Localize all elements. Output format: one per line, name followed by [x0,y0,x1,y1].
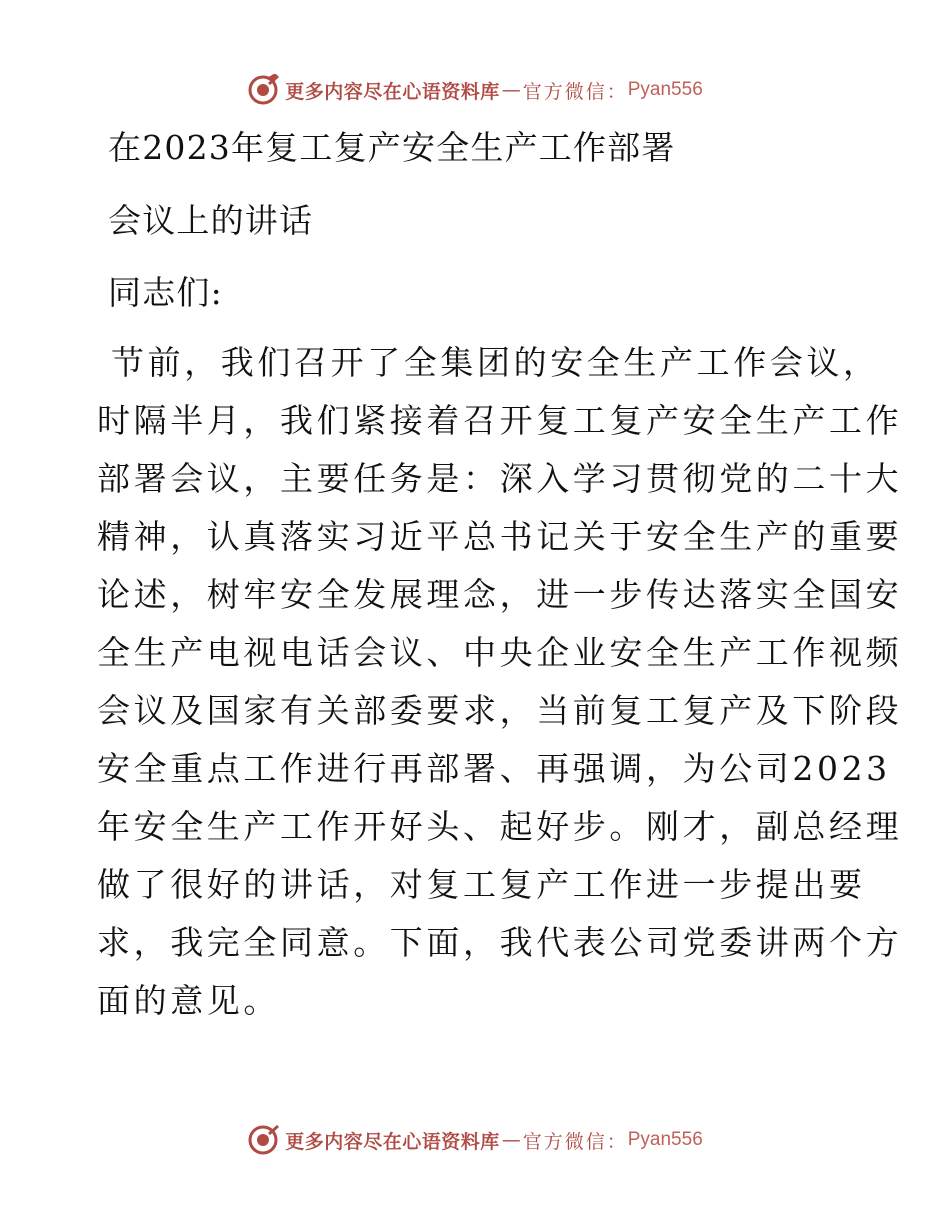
paragraph-line: 做了很好的讲话，对复工复产工作进一步提出要 [97,865,866,904]
watermark-label: 官方微信： [522,80,628,103]
pen-logo-icon [247,1124,279,1156]
watermark-wechat-id: Pyan556 [627,1129,703,1150]
document-paragraph [97,343,903,1039]
paragraph-line: 论述，树牢安全发展理念，进一步传达落实全国安 [97,575,903,614]
document-title-line-1: 在2023年复工复产安全生产工作部署 [108,128,676,167]
watermark-brand-text: 更多内容尽在心语资料库 [285,1130,500,1153]
paragraph-line: 年安全生产工作开好头、起好步。刚才，副总经理 [97,807,903,846]
paragraph-line: 会议及国家有关部委要求，当前复工复产及下阶段 [97,691,903,730]
paragraph-line: 求，我完全同意。下面，我代表公司党委讲两个方 [97,923,903,962]
pen-logo-icon [247,74,279,106]
paragraph-line: 节前，我们召开了全集团的安全生产工作会议， [111,343,880,382]
watermark-dash: — [501,1129,521,1151]
watermark-wechat-id: Pyan556 [627,79,703,100]
watermark-dash: — [501,79,521,101]
watermark-footer [0,1120,950,1160]
paragraph-line: 部署会议，主要任务是：深入学习贯彻党的二十大 [97,459,903,498]
paragraph-line: 时隔半月，我们紧接着召开复工复产安全生产工作 [97,401,903,440]
watermark-label: 官方微信： [522,1130,628,1153]
paragraph-line: 精神，认真落实习近平总书记关于安全生产的重要 [97,517,903,556]
paragraph-line: 全生产电视电话会议、中央企业安全生产工作视频 [97,633,903,672]
document-salutation: 同志们: [108,273,223,312]
watermark-header [0,70,950,110]
document-title-line-2: 会议上的讲话 [108,201,314,240]
watermark-brand-text: 更多内容尽在心语资料库 [285,80,500,103]
paragraph-line: 面的意见。 [97,981,280,1020]
paragraph-line: 安全重点工作进行再部署、再强调，为公司2023 [97,749,891,788]
